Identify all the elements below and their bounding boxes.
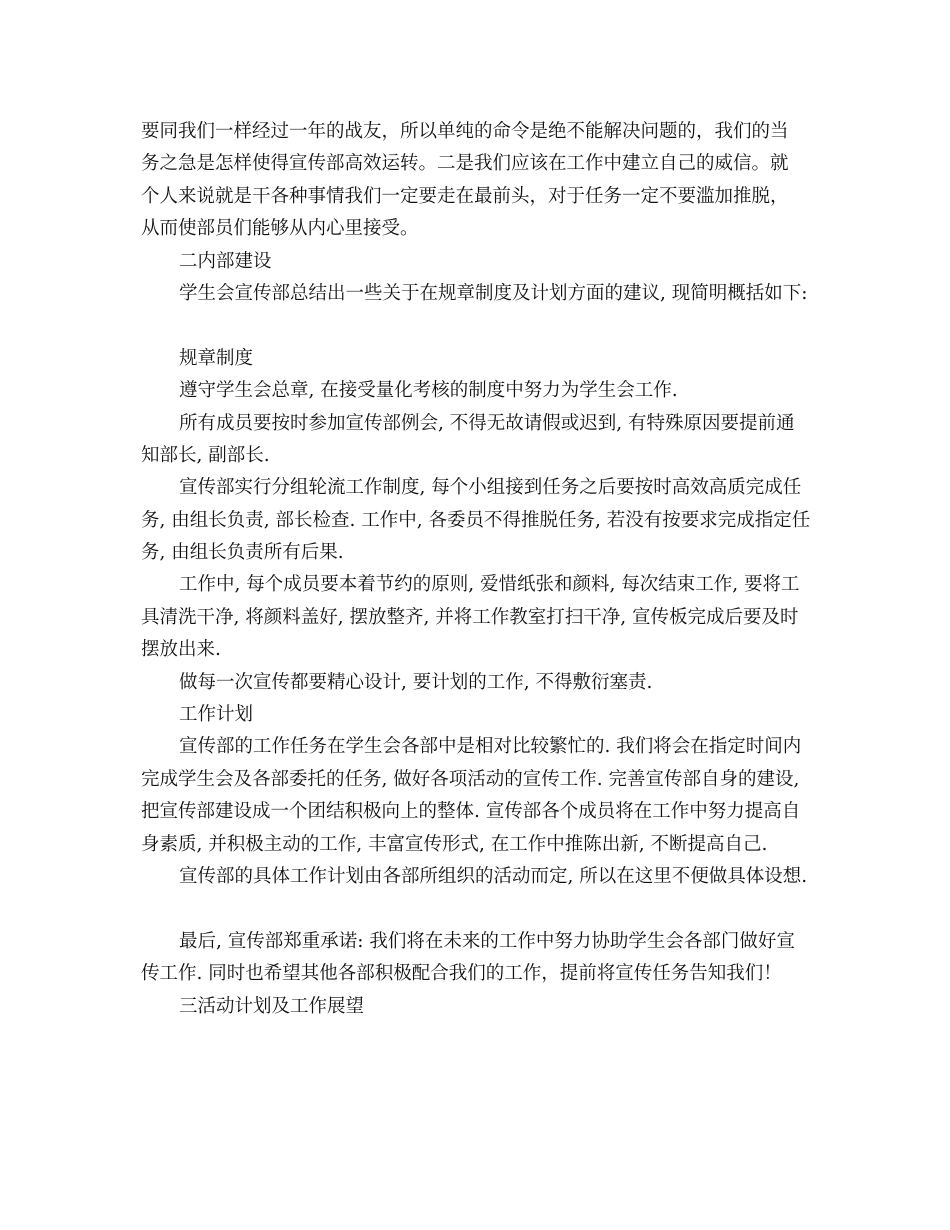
text-line: 三活动计划及工作展望 (179, 995, 365, 1017)
text-line: 摆放出来. (141, 639, 221, 661)
text-line: 规章制度 (179, 347, 254, 369)
text-line: 务, 由组长负责, 部长检查. 工作中, 各委员不得推脱任务, 若没有按要求完成指定任 (141, 509, 811, 531)
text-line: 工作计划 (179, 704, 254, 726)
text-line: 宣传部的工作任务在学生会各部中是相对比较繁忙的. 我们将会在指定时间内 (179, 736, 802, 758)
text-line: 学生会宣传部总结出一些关于在规章制度及计划方面的建议, 现简明概括如下: (179, 282, 808, 304)
text-line: 要同我们一样经过一年的战友，所以单纯的命令是绝不能解决问题的，我们的当 (141, 121, 789, 142)
text-line: 个人来说就是干各种事情我们一定要走在最前头，对于任务一定不要滥加推脱， (141, 185, 789, 207)
text-line: 做每一次宣传都要精心设计, 要计划的工作, 不得敷衍塞责. (179, 671, 653, 693)
paragraph-gap (141, 310, 811, 342)
text-line: 二内部建设 (179, 250, 272, 272)
text-line: 宣传部实行分组轮流工作制度, 每个小组接到任务之后要按时高效高质完成任 (179, 477, 802, 499)
text-line: 工作中, 每个成员要本着节约的原则, 爱惜纸张和颜料, 每次结束工作, 要将工 (179, 574, 800, 596)
text-line: 把宣传部建设成一个团结积极向上的整体. 宣传部各个成员将在工作中努力提高自 (141, 801, 801, 823)
document-body (141, 116, 811, 1023)
text-line: 宣传部的具体工作计划由各部所组织的活动而定, 所以在这里不便做具体设想. (179, 865, 808, 887)
text-line: 最后, 宣传部郑重承诺: 我们将在未来的工作中努力协助学生会各部门做好宣 (179, 930, 795, 952)
text-line: 传工作. 同时也希望其他各部积极配合我们的工作，提前将宣传任务告知我们！ (141, 963, 782, 985)
text-line: 具清洗干净, 将颜料盖好, 摆放整齐, 并将工作教室打扫干净, 宣传板完成后要及时 (141, 606, 799, 628)
text-line: 务, 由组长负责所有后果. (141, 542, 344, 564)
text-line: 知部长, 副部长. (141, 444, 270, 466)
text-line: 所有成员要按时参加宣传部例会, 不得无故请假或迟到, 有特殊原因要提前通 (179, 412, 795, 434)
paragraph-gap (141, 893, 811, 925)
text-line: 务之急是怎样使得宣传部高效运转。二是我们应该在工作中建立自己的威信。就 (141, 153, 789, 175)
text-line: 从而使部员们能够从内心里接受。 (141, 218, 419, 240)
text-line: 遵守学生会总章, 在接受量化考核的制度中努力为学生会工作. (179, 380, 678, 402)
text-line: 完成学生会及各部委托的任务, 做好各项活动的宣传工作. 完善宣传部自身的建设, (141, 768, 800, 790)
text-line: 身素质, 并积极主动的工作, 丰富宣传形式, 在工作中推陈出新, 不断提高自己. (141, 833, 768, 855)
